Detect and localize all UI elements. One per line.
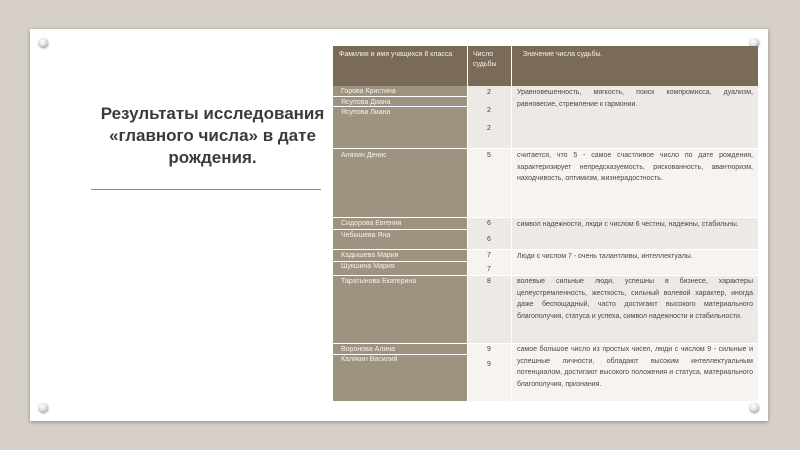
fate-number: 9 bbox=[487, 346, 491, 353]
header-number-column: Число судьбы bbox=[473, 51, 497, 68]
slide-title: Результаты исследования «главного числа» в дате рождения. bbox=[100, 104, 325, 167]
fate-number: 2 bbox=[487, 107, 491, 114]
slide bbox=[30, 29, 768, 421]
pin-icon bbox=[750, 403, 759, 412]
row-divider bbox=[333, 229, 467, 230]
table-row-names bbox=[333, 276, 467, 343]
student-name: Сидорова Евгения bbox=[341, 220, 402, 227]
fate-meaning: Люди с числом 7 - очень талантливы, интеллектуалы. bbox=[517, 253, 693, 260]
row-divider bbox=[333, 261, 467, 262]
pin-icon bbox=[39, 38, 48, 47]
fate-number: 5 bbox=[487, 152, 491, 159]
fate-meaning: Уравновешенность, мягкость, поиск компромисса, дуализм, равновесие, стремление к гармонии. bbox=[517, 89, 753, 108]
row-divider bbox=[333, 106, 467, 107]
student-name: Аляхин Денис bbox=[341, 152, 387, 159]
student-name: Горова Кристина bbox=[341, 88, 396, 95]
fate-number-table bbox=[333, 46, 758, 401]
row-divider bbox=[333, 354, 467, 355]
header-meaning-column: Значение числа судьбы. bbox=[523, 51, 603, 58]
student-name: Ясупова Диана bbox=[341, 99, 391, 106]
fate-meaning: считается, что 5 - самое счастливое число по дате рождения, характеризирует непредсказуемость, рискованность, авантюризм, находчивость, оптимизм, жизнерадостность. bbox=[517, 152, 753, 183]
fate-number: 8 bbox=[487, 278, 491, 285]
header-name-column: Фамилия и имя учащихся 8 класса bbox=[339, 51, 453, 58]
student-name: Калякин Василий bbox=[341, 356, 398, 363]
student-name: Ясупова Лиана bbox=[341, 109, 391, 116]
fate-meaning: волевые сильные люди, успешны в бизнесе, характеры целеустремленность, жесткость, сильный волевой характер, иногда даже беспощадный, часто достигают высокого материального благополучия, статуса и успеха, символ надежности и стабильности. bbox=[517, 278, 753, 320]
fate-number: 9 bbox=[487, 361, 491, 368]
fate-number: 6 bbox=[487, 220, 491, 227]
fate-number: 7 bbox=[487, 266, 491, 273]
column-divider bbox=[511, 46, 512, 401]
table-row-names bbox=[333, 218, 467, 249]
student-name: Таратынова Екатерина bbox=[341, 278, 417, 285]
fate-meaning: символ надежности, люди с числом 6 честны, надежны, стабильны. bbox=[517, 221, 739, 228]
fate-meaning: самое большое число из простых чисел, люди с числом 9 - сильные и успешные личности, обладают высоким интеллектуальным потенциалом, достигают высокого положения и статуса, материального благополучия, признания. bbox=[517, 346, 753, 388]
fate-number: 6 bbox=[487, 236, 491, 243]
column-divider bbox=[467, 46, 468, 401]
table-row-names bbox=[333, 149, 467, 217]
row-divider bbox=[333, 96, 467, 97]
fate-number: 2 bbox=[487, 125, 491, 132]
student-name: Чебышева Яна bbox=[341, 232, 391, 239]
fate-number: 7 bbox=[487, 252, 491, 259]
title-divider bbox=[91, 189, 321, 190]
student-name: Кадышева Мария bbox=[341, 252, 399, 259]
table-header bbox=[333, 46, 758, 86]
table-row-names bbox=[333, 250, 467, 275]
student-name: Шукшина Мария bbox=[341, 263, 395, 270]
table-row-names bbox=[333, 344, 467, 401]
pin-icon bbox=[39, 403, 48, 412]
student-name: Воронова Алина bbox=[341, 346, 396, 353]
fate-number: 2 bbox=[487, 89, 491, 96]
